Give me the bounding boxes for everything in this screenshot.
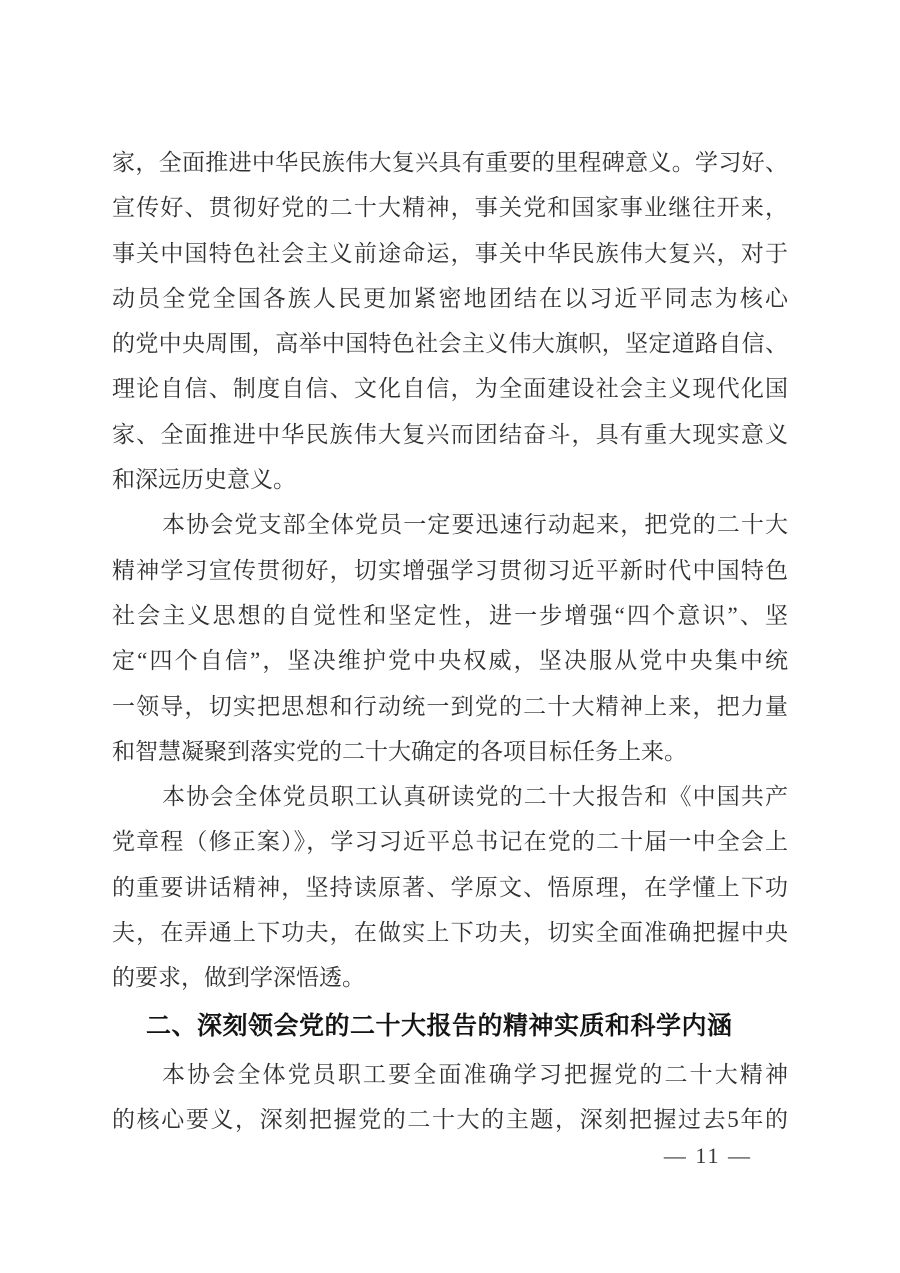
text-line: 定“四个自信”，坚决维护党中央权威，坚决服从党中央集中统 bbox=[112, 648, 788, 674]
text-line: 党章程（修正案）》，学习习近平总书记在党的二十届一中全会上 bbox=[112, 829, 788, 855]
text-line: 社会主义思想的自觉性和坚定性，进一步增强“四个意识”、坚 bbox=[112, 602, 788, 628]
text-block bbox=[112, 140, 788, 1142]
text-line: 和智慧凝聚到落实党的二十大确定的各项目标任务上来。 bbox=[112, 738, 687, 764]
text-line: 的重要讲话精神，坚持读原著、学原文、悟原理，在学懂上下功 bbox=[112, 874, 788, 900]
text-line: 精神学习宣传贯彻好，切实增强学习贯彻习近平新时代中国特色 bbox=[112, 557, 788, 583]
text-line: 理论自信、制度自信、文化自信，为全面建设社会主义现代化国 bbox=[112, 376, 788, 402]
text-line: 和深远历史意义。 bbox=[112, 467, 296, 493]
text-line: 本协会党支部全体党员一定要迅速行动起来，把党的二十大 bbox=[162, 512, 788, 538]
text-line: 本协会全体党员职工要全面准确学习把握党的二十大精神 bbox=[162, 1061, 788, 1087]
text-line: 的党中央周围，高举中国特色社会主义伟大旗帜，坚定道路自信、 bbox=[112, 331, 788, 357]
text-line: 的核心要义，深刻把握党的二十大的主题，深刻把握过去5年的 bbox=[112, 1106, 788, 1132]
section-heading: 二、深刻领会党的二十大报告的精神实质和科学内涵 bbox=[146, 1011, 733, 1040]
text-line: 本协会全体党员职工认真研读党的二十大报告和《中国共产 bbox=[162, 784, 788, 810]
text-line: 动员全党全国各族人民更加紧密地团结在以习近平同志为核心 bbox=[112, 285, 788, 311]
page-number: — 11 — bbox=[663, 1143, 752, 1168]
text-line: 家，全面推进中华民族伟大复兴具有重要的里程碑意义。学习好、 bbox=[112, 150, 788, 175]
text-line: 家、全面推进中华民族伟大复兴而团结奋斗，具有重大现实意义 bbox=[112, 421, 788, 447]
text-line: 夫，在弄通上下功夫，在做实上下功夫，切实全面准确把握中央 bbox=[112, 920, 788, 946]
text-line: 的要求，做到学深悟透。 bbox=[112, 965, 365, 991]
text-line: 宣传好、贯彻好党的二十大精神，事关党和国家事业继往开来， bbox=[112, 195, 788, 221]
text-line: 一领导，切实把思想和行动统一到党的二十大精神上来，把力量 bbox=[112, 693, 788, 719]
text-line: 事关中国特色社会主义前途命运，事关中华民族伟大复兴，对于 bbox=[112, 240, 788, 266]
